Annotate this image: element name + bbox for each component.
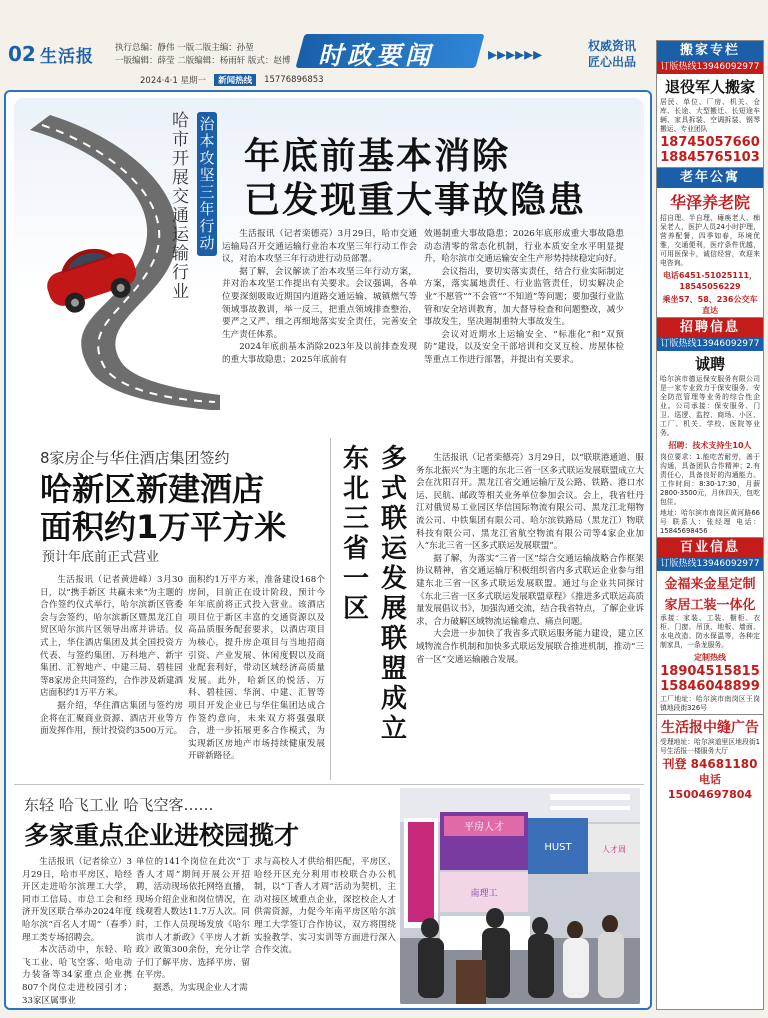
arrow-right-icon: ▸▸▸▸▸▸ bbox=[488, 44, 543, 65]
recruit-body-col-2 bbox=[136, 856, 250, 995]
ad-elderly bbox=[657, 168, 763, 318]
paragraph: 面积约1万平方米，准备建设168个房间，目前正在设计阶段，预计今年年底前将正式投入营业。该酒店项目位于新区丰富的交通资源以及高品质服务配套要求，以酒店项目为核心，提升房企项目与当地招商引资、产业发展、休闲度假以及商业配套利好，带动区域经济高质量发展。此外，哈新区的悦活、万科、碧桂园、华润、中建、汇智等项目开发企业已与华住集团达成合作签约意向，未来双方将强强联合，进一步拓展更多合作模式，为实现新区房地产市场持续健康发展开辟新路径。 bbox=[188, 575, 325, 762]
ad-classified-tel-1: 刊登 84681180 bbox=[662, 757, 758, 771]
ad-recruit-header: 招聘信息 bbox=[657, 318, 763, 338]
ad-hundred-desc: 承接：家装、工装、橱柜、衣柜、门窗、吊顶、地板、墙面、水电改造、防水保温等，各种定制家具，一条龙服务。 bbox=[660, 614, 760, 649]
lead-body-col-2 bbox=[424, 228, 624, 367]
lead-kicker: 治本攻坚三年行动 bbox=[197, 112, 217, 256]
alliance-headline-col-2: 多式联运发展联盟成立 bbox=[380, 444, 407, 744]
recruit-headline: 多家重点企业进校园揽才 bbox=[24, 821, 300, 850]
recruit-body-col-3 bbox=[254, 856, 396, 957]
paragraph: 本次活动中，东轻、哈飞工业、哈飞空客、哈电动力装备等34家重点企业携807个岗位走进校园引才；33家区属事业 bbox=[22, 945, 132, 1006]
hotel-kicker: 8家房企与华住酒店集团签约 bbox=[40, 449, 230, 467]
hotel-headline-line-1: 哈新区新建酒店 bbox=[40, 470, 265, 508]
hotel-subtitle: 预计年底前正式营业 bbox=[42, 550, 160, 565]
slogan-line-2: 匠心出品 bbox=[588, 55, 637, 69]
ad-classified-desc: 受理地址：哈尔滨道里区地段街1号生活报一楼服务大厅 bbox=[660, 738, 760, 755]
ad-recruit-req: 岗位要求：1.能吃苦耐劳，善于沟通，具备团队合作精神；2.有责任心，具备良好的沟通能力。工作时间：8:30-17:30，月薪2800-3500元，月休四天，包吃包住。 bbox=[660, 453, 760, 506]
paragraph: 大会进一步加快了我省多式联运服务能力建设，建立区域物流合作机制和加快多式联运发展联合推进机制，推动“三省一区”交通运输融合发展。 bbox=[416, 629, 644, 665]
ad-moving bbox=[657, 41, 763, 168]
alliance-headline-col-1: 东北三省一区 bbox=[342, 444, 369, 624]
ad-recruit-tel: 订版热线13946092977 bbox=[657, 338, 763, 351]
ad-recruit-contact: 地址：哈尔滨市南岗区黄河路66号 联系人：张经理 电话：15845698456 bbox=[660, 509, 760, 535]
ad-elderly-addr: 电话6451-51025111，18545056229 bbox=[662, 271, 758, 291]
column-divider bbox=[330, 438, 331, 780]
ad-hundred-header: 百业信息 bbox=[657, 538, 763, 558]
paragraph: 单位的141个岗位在此次“丁香人才周”期间开展公开招聘，活动现场依托网络直播，现场介绍企业和岗位情况，在线观看人数达11.7万人次。同时，工作人员现场发放《哈尔滨市人才新政》《平房人才新政》政策300余份，充分让学子们了解平房、选择平房、留在平房。 bbox=[136, 857, 250, 981]
ad-elderly-header: 老年公寓 bbox=[657, 168, 763, 188]
credits-line-1: 执行总编：静伟 一版二版主编：孙堃 bbox=[115, 43, 254, 53]
ad-hundred-tel: 订版热线13946092977 bbox=[657, 558, 763, 571]
ad-hundred-addr: 工厂地址：哈尔滨市南岗区王岗镇地段街326号 bbox=[660, 695, 760, 712]
ad-moving-name: 退役军人搬家 bbox=[664, 78, 755, 96]
paragraph: 据了解，会议解读了治本攻坚三年行动方案，并对治本攻坚工作提出有关要求。会议强调，各单位要深刻吸取近期国内道路交通运输、城镇燃气等领域事故教训，举一反三，把重点领域排查整治，要严之又严、细之再细地落实安全责任，完善安全生产责任体系。 bbox=[222, 266, 417, 340]
paragraph: 2024年底前基本消除2023年及以前排查发现的重大事故隐患；2025年底前有 bbox=[222, 342, 417, 365]
photo-sign-2: 南理工 bbox=[470, 889, 498, 899]
lead-body-col-1 bbox=[222, 228, 417, 367]
recruit-kicker: 东轻 哈飞工业 哈飞空客…… bbox=[24, 796, 214, 814]
paragraph: 据介绍，华住酒店集团与签约房企将在汇聚商业资源、酒店开业等方面发挥作用，预计投资约3500万元。 bbox=[40, 700, 183, 737]
paragraph: 生活报讯（记者栾德亮）3月29日，以“联联港通道、服务东北振兴”为主题的东北三省一区多式联运发展联盟成立大会在沈阳召开。黑龙江省交通运输厅及公路、铁路、港口水运、民航、邮政等相关业务单位参加会议。会上，我省牡丹江对俄贸易工业园区华信国际物流有限公司、黑龙江北翔物流公司、中铁集团有限公司、哈尔滨铁路局（黑龙江）物联科技有限公司、黑龙江省航空物流有限公司等4家企业加入“东北三省一区多式联运发展联盟”。 bbox=[416, 453, 644, 552]
paragraph: 效遏制重大事故隐患；2026年底形成重大事故隐患动态清零的常态化机制，行业本质安全水平明显提升，哈尔滨市交通运输安全生产形势持续稳定向好。 bbox=[424, 229, 624, 265]
ad-recruit-position: 招聘：技术支持生10人 bbox=[668, 441, 752, 450]
hotel-headline bbox=[40, 470, 340, 546]
credits-line-2: 一版编辑：薛莹 二版编辑：杨雨轩 版式：赵博 bbox=[115, 56, 291, 66]
paragraph: 据悉，为实现企业人才需 bbox=[153, 982, 248, 993]
ad-hundred-phone-2: 15846048899 bbox=[660, 679, 760, 694]
ad-hundred bbox=[657, 538, 763, 715]
section-divider bbox=[14, 784, 644, 785]
photo-sign-4: 人才周 bbox=[602, 845, 626, 854]
alliance-body bbox=[416, 452, 644, 666]
photo-sign-3: HUST bbox=[544, 842, 572, 853]
lead-subtitle: 哈市开展交通运输行业 bbox=[172, 111, 189, 302]
recruit-body-col-1 bbox=[22, 856, 132, 1007]
page-header bbox=[0, 0, 660, 88]
hotel-body-col-2 bbox=[188, 574, 325, 763]
ad-elderly-desc: 招自理、半自理、瘫痪老人、痴呆老人，医护人员24小时护理，营养配餐，四季如春，环境优雅，交通便利，医疗条件优越，可用医保卡，诚信经营，欢迎来电咨询。 bbox=[660, 214, 760, 267]
paragraph: 生活报讯（记者徐立）3月29日，哈市平房区、哈经开区走进哈尔滨理工大学，同市工信局、市总工会和经济开发区联合举办2024年度哈尔滨“百名人才周”（春季）理工类专场招聘会。 bbox=[22, 857, 132, 943]
ad-classified bbox=[657, 715, 763, 802]
ad-hundred-name-1: 金福来金星定制 bbox=[664, 577, 756, 592]
ad-moving-phone-2: 18845765103 bbox=[660, 150, 760, 165]
ad-column bbox=[656, 40, 764, 1010]
lead-headline-line-2: 已发现重大事故隐患 bbox=[244, 180, 587, 221]
lead-headline-line-1: 年底前基本消除 bbox=[244, 136, 511, 177]
ad-recruit bbox=[657, 318, 763, 538]
section-title: 时政要闻 bbox=[318, 41, 435, 70]
paper-logo: 生活报 bbox=[40, 47, 94, 67]
ad-classified-title: 生活报中缝广告 bbox=[661, 720, 759, 736]
paragraph: 据了解，为落实“三省一区”综合交通运输战略合作框架协议精神，省交通运输厅积极组织省内多式联运企业参与组建东北三省一区多式联运发展联盟。通过与企业共同探讨《东北三省一区多式联运发展联盟章程》《推进多式联运高质量发展倡议书》，加强沟通交流，结合我省特点，了解企业诉求，合力破解区域物流运输难点、痛点问题。 bbox=[416, 553, 644, 627]
ad-classified-tel-2: 电话 15004697804 bbox=[667, 773, 753, 801]
dateline bbox=[140, 72, 324, 88]
ad-moving-phone-1: 18745057660 bbox=[660, 135, 760, 150]
section-slogan bbox=[588, 38, 658, 70]
paragraph: 会议指出，要切实落实责任，结合行业实际制定方案，落实属地责任、行业监管责任，切实解决企业“不愿管”“不会管”“不知道”等问题；要加强行业监管和安全培训教育，加大督导检查和问题整改，减少事故发生，坚决遏制重特大事故发生。 bbox=[424, 266, 624, 328]
ad-hundred-phone-1: 18904515815 bbox=[660, 664, 760, 679]
hotel-headline-line-2: 面积约1万平方米 bbox=[40, 508, 287, 546]
ad-elderly-bus: 乘坐57、58、236公交车直达 bbox=[662, 295, 758, 315]
paragraph: 生活报讯（记者黄进峰）3月30日，以“携手新区 共赢未来”为主题的合作签约仪式举行，哈尔滨新区管委会与会签约，哈尔滨新区暨黑龙江自贸区哈尔滨片区领导出席并讲话。仪式上，华住酒店集团及其全国投资方代表、与签约集团、万科地产、新宇集团、汇智地产、中建三局、碧桂园等8家房企共同签约，合作涉及新建酒店面积约1万平方米。 bbox=[40, 575, 183, 699]
editorial-credits bbox=[115, 42, 305, 68]
paragraph: 会议对近期水上运输安全、“标准化”和“双预防”建设，以及安全干部培训和交叉互检、房屋体检等重点工作进行部署，并提出有关要求。 bbox=[424, 329, 624, 365]
ad-moving-header: 搬家专栏 bbox=[657, 41, 763, 61]
hotel-body-col-1 bbox=[40, 574, 183, 738]
ad-moving-desc: 居民、单位、厂房、机关、仓库、长途、大型搬迁、长短途车辆、家具拆装、空调拆装、钢琴搬运、专业团队 bbox=[660, 98, 760, 133]
page-number: 02 bbox=[8, 42, 36, 66]
paragraph: 生活报讯（记者栾德亮）3月29日，哈市交通运输局召开交通运输行业治本攻坚三年行动工作会议，对治本攻坚三年行动进行动员部署。 bbox=[222, 229, 417, 265]
ad-hundred-name-2: 家居工装一体化 bbox=[664, 598, 756, 613]
photo-sign-1: 平房人才 bbox=[464, 822, 504, 833]
issue-date: 2024·4·1 星期一 bbox=[140, 76, 207, 86]
job-fair-photo bbox=[400, 788, 640, 1004]
ad-hundred-hotline-label: 定制热线 bbox=[694, 653, 726, 662]
ad-elderly-name: 华泽养老院 bbox=[669, 193, 750, 212]
hotline-label: 新闻热线 bbox=[214, 74, 256, 86]
ad-recruit-desc: 哈尔滨市德运保安服务有限公司是一家专业致力于保安服务、安全防范管理等业务的综合性企业。公司承接：保安服务、门卫、巡逻、监控、商场、小区、工厂、机关、学校、医院等业务。 bbox=[660, 375, 760, 437]
ad-recruit-name: 诚聘 bbox=[694, 355, 725, 373]
slogan-line-1: 权威资讯 bbox=[588, 39, 637, 53]
hotline-number: 15776896853 bbox=[264, 75, 324, 85]
paragraph: 求与高校人才供给相匹配，平房区、哈经开区充分利用市校联合办公机制，以“丁香人才周”活动为契机，主动对接区域重点企业，深挖校企人才供需资源，力促今年南平房区哈尔滨理工大学签订合作协议，双方将围绕实验教学、实习实训等方面进行深入合作交流。 bbox=[254, 857, 396, 956]
lead-headline bbox=[244, 135, 634, 223]
ad-moving-tel: 订版热线13946092977 bbox=[657, 61, 763, 74]
